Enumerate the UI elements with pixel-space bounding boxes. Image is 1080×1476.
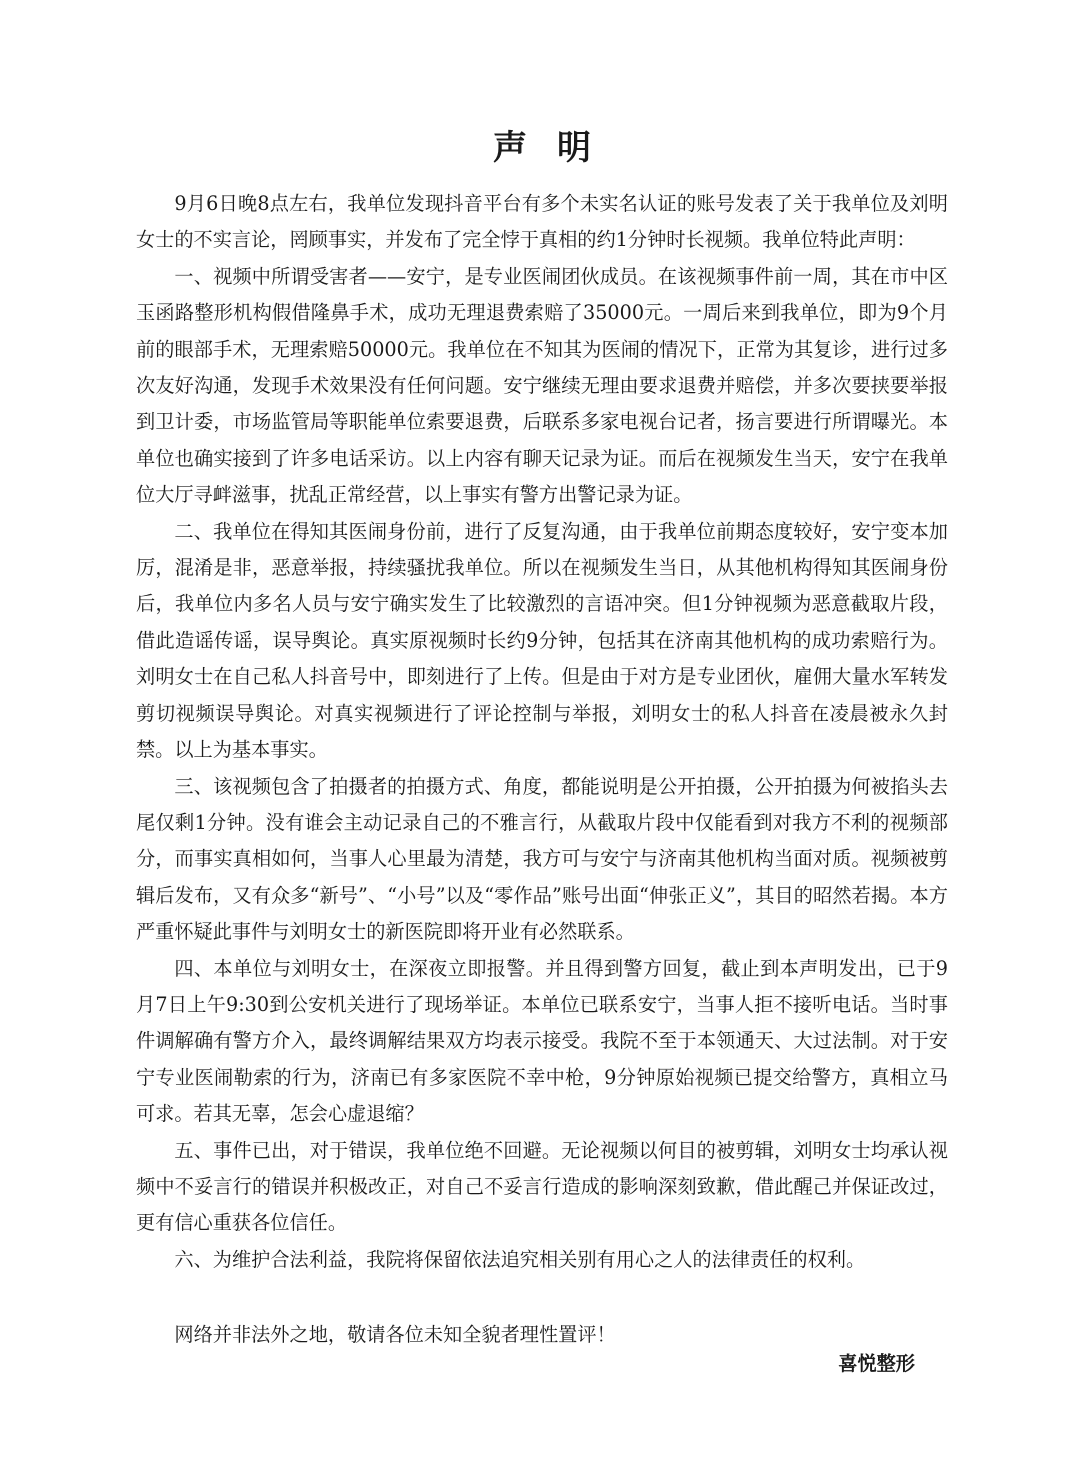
paragraph-intro: 9月6日晚8点左右，我单位发现抖音平台有多个未实名认证的账号发表了关于我单位及刘明女士的不实言论，罔顾事实，并发布了完全悖于真相的约1分钟时长视频。我单位特此声明： (136, 192, 948, 252)
paragraph-point-5: 五、事件已出，对于错误，我单位绝不回避。无论视频以何目的被剪辑，刘明女士均承认视频中不妥言行的错误并积极改正，对自己不妥言行造成的影响深刻致歉，借此醒己并保证改过，更有信心重获各位信任。 (136, 1138, 948, 1235)
paragraph-point-6: 六、为维护合法利益，我院将保留依法追究相关别有用心之人的法律责任的权利。 (174, 1247, 866, 1271)
document-title: 声明 (493, 128, 621, 168)
paragraph-point-1: 一、视频中所谓受害者——安宁，是专业医闹团伙成员。在该视频事件前一周，其在市中区玉函路整形机构假借隆鼻手术，成功无理退费索赔了35000元。一周后来到我单位，即为9个月前的眼部手术，无理索赔50000元。我单位在不知其为医闹的情况下，正常为其复诊，进行过多次友好沟通，发现手术效果没有任何问题。安宁继续无理由要求退费并赔偿，并多次要挟要举报到卫计委，市场监管局等职能单位索要退费，后联系多家电视台记者，扬言要进行所谓曝光。本单位也确实接到了许多电话采访。以上内容有聊天记录为证。而后在视频发生当天，安宁在我单位大厅寻衅滋事，扰乱正常经营，以上事实有警方出警记录为证。 (136, 264, 948, 507)
closing-statement: 网络并非法外之地，敬请各位未知全貌者理性置评！ (174, 1323, 616, 1347)
signature: 喜悦整形 (838, 1352, 915, 1375)
paragraph-point-4: 四、本单位与刘明女士，在深夜立即报警。并且得到警方回复，截止到本声明发出，已于9月7日上午9:30到公安机关进行了现场举证。本单位已联系安宁，当事人拒不接听电话。当时事件调解确有警方介入，最终调解结果双方均表示接受。我院不至于本领通天、大过法制。对于安宁专业医闹勒索的行为，济南已有多家医院不幸中枪，9分钟原始视频已提交给警方，真相立马可求。若其无辜，怎会心虚退缩？ (136, 956, 948, 1126)
paragraph-point-2: 二、我单位在得知其医闹身份前，进行了反复沟通，由于我单位前期态度较好，安宁变本加厉，混淆是非，恶意举报，持续骚扰我单位。所以在视频发生当日，从其他机构得知其医闹身份后，我单位内多名人员与安宁确实发生了比较激烈的言语冲突。但1分钟视频为恶意截取片段，借此造谣传谣，误导舆论。真实原视频时长约9分钟，包括其在济南其他机构的成功索赔行为。刘明女士在自己私人抖音号中，即刻进行了上传。但是由于对方是专业团伙，雇佣大量水军转发剪切视频误导舆论。对真实视频进行了评论控制与举报，刘明女士的私人抖音在凌晨被永久封禁。以上为基本事实。 (136, 519, 948, 762)
paragraph-point-3: 三、该视频包含了拍摄者的拍摄方式、角度，都能说明是公开拍摄，公开拍摄为何被掐头去尾仅剩1分钟。没有谁会主动记录自己的不雅言行，从截取片段中仅能看到对我方不利的视频部分，而事实真相如何，当事人心里最为清楚，我方可与安宁与济南其他机构当面对质。视频被剪辑后发布，又有众多“新号”、“小号”以及“零作品”账号出面“伸张正义”，其目的昭然若揭。本方严重怀疑此事件与刘明女士的新医院即将开业有必然联系。 (136, 774, 948, 944)
